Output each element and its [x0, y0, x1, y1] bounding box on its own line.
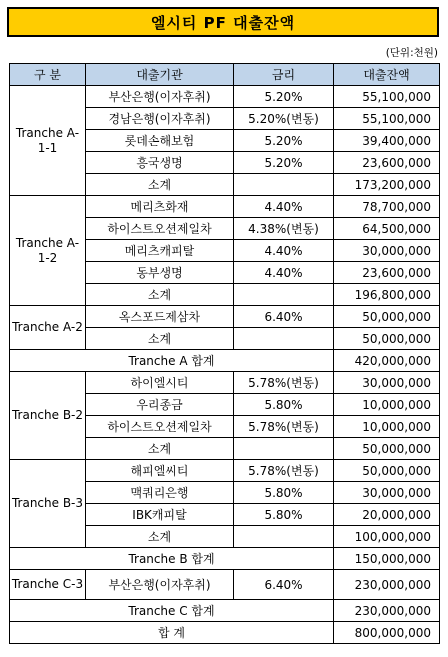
total-row — [10, 600, 440, 622]
balance-cell: 23,600,000 — [334, 152, 440, 174]
rate-cell: 5.20% — [234, 86, 334, 108]
balance-cell: 30,000,000 — [334, 240, 440, 262]
lender-cell: 부산은행(이자후취) — [86, 570, 234, 600]
lender-cell: 부산은행(이자후취) — [86, 86, 234, 108]
rate-cell: 5.80% — [234, 482, 334, 504]
balance-cell: 30,000,000 — [334, 482, 440, 504]
balance-cell: 78,700,000 — [334, 196, 440, 218]
lender-cell: 동부생명 — [86, 262, 234, 284]
lender-cell: 흥국생명 — [86, 152, 234, 174]
balance-cell: 55,100,000 — [334, 108, 440, 130]
rate-cell: 5.20% — [234, 152, 334, 174]
balance-cell: 50,000,000 — [334, 460, 440, 482]
rate-cell: 6.40% — [234, 306, 334, 328]
lender-cell: 하이엘시티 — [86, 372, 234, 394]
subtotal-value: 196,800,000 — [334, 284, 440, 306]
empty-cell — [234, 284, 334, 306]
balance-cell: 230,000,000 — [334, 570, 440, 600]
lender-cell: 해피엘씨티 — [86, 460, 234, 482]
table-row — [10, 570, 440, 600]
rate-cell: 5.78%(변동) — [234, 460, 334, 482]
rate-cell: 4.40% — [234, 240, 334, 262]
table-title: 엘시티 PF 대출잔액 — [7, 7, 439, 37]
rate-cell: 5.80% — [234, 394, 334, 416]
header-category: 구 분 — [10, 64, 86, 86]
table-row — [10, 306, 440, 328]
empty-cell — [234, 438, 334, 460]
table-row — [10, 86, 440, 108]
tranche-b-total-value: 150,000,000 — [334, 548, 440, 570]
rate-cell: 5.20%(변동) — [234, 108, 334, 130]
balance-cell: 23,600,000 — [334, 262, 440, 284]
header-rate: 금리 — [234, 64, 334, 86]
empty-cell — [234, 526, 334, 548]
balance-cell: 30,000,000 — [334, 372, 440, 394]
rate-cell: 4.38%(변동) — [234, 218, 334, 240]
table-row — [10, 460, 440, 482]
tranche-label: Tranche A-1-2 — [10, 196, 86, 306]
grand-total-row — [10, 622, 440, 644]
lender-cell: 하이스트오션제일차 — [86, 218, 234, 240]
rate-cell: 4.40% — [234, 196, 334, 218]
lender-cell: 하이스트오션제일차 — [86, 416, 234, 438]
lender-cell: IBK캐피탈 — [86, 504, 234, 526]
subtotal-value: 173,200,000 — [334, 174, 440, 196]
subtotal-label: 소계 — [86, 526, 234, 548]
subtotal-label: 소계 — [86, 438, 234, 460]
lender-cell: 롯데손해보험 — [86, 130, 234, 152]
lender-cell: 우리종금 — [86, 394, 234, 416]
tranche-a-total-value: 420,000,000 — [334, 350, 440, 372]
total-row — [10, 548, 440, 570]
balance-cell: 55,100,000 — [334, 86, 440, 108]
balance-cell: 39,400,000 — [334, 130, 440, 152]
tranche-label: Tranche B-3 — [10, 460, 86, 548]
subtotal-value: 50,000,000 — [334, 438, 440, 460]
tranche-c-total-label: Tranche C 합계 — [10, 600, 334, 622]
balance-cell: 10,000,000 — [334, 416, 440, 438]
lender-cell: 메리츠캐피탈 — [86, 240, 234, 262]
rate-cell: 5.20% — [234, 130, 334, 152]
table-row — [10, 196, 440, 218]
lender-cell: 옥스포드제삼차 — [86, 306, 234, 328]
balance-cell: 10,000,000 — [334, 394, 440, 416]
empty-cell — [234, 174, 334, 196]
tranche-label: Tranche B-2 — [10, 372, 86, 460]
rate-cell: 5.78%(변동) — [234, 416, 334, 438]
subtotal-value: 100,000,000 — [334, 526, 440, 548]
rate-cell: 5.80% — [234, 504, 334, 526]
total-row — [10, 350, 440, 372]
subtotal-value: 50,000,000 — [334, 328, 440, 350]
tranche-b-total-label: Tranche B 합계 — [10, 548, 334, 570]
subtotal-label: 소계 — [86, 284, 234, 306]
rate-cell: 5.78%(변동) — [234, 372, 334, 394]
loan-balance-table — [9, 63, 440, 644]
rate-cell: 4.40% — [234, 262, 334, 284]
header-lender: 대출기관 — [86, 64, 234, 86]
table-row — [10, 372, 440, 394]
grand-total-value: 800,000,000 — [334, 622, 440, 644]
lender-cell: 맥쿼리은행 — [86, 482, 234, 504]
header-balance: 대출잔액 — [334, 64, 440, 86]
tranche-label: Tranche C-3 — [10, 570, 86, 600]
unit-label: (단위:천원) — [385, 47, 438, 59]
lender-cell: 경남은행(이자후취) — [86, 108, 234, 130]
tranche-c-total-value: 230,000,000 — [334, 600, 440, 622]
tranche-label: Tranche A-1-1 — [10, 86, 86, 196]
balance-cell: 20,000,000 — [334, 504, 440, 526]
empty-cell — [234, 328, 334, 350]
balance-cell: 50,000,000 — [334, 306, 440, 328]
header-row — [10, 64, 440, 86]
tranche-label: Tranche A-2 — [10, 306, 86, 350]
subtotal-label: 소계 — [86, 174, 234, 196]
grand-total-label: 합 계 — [10, 622, 334, 644]
tranche-a-total-label: Tranche A 합계 — [10, 350, 334, 372]
lender-cell: 메리츠화재 — [86, 196, 234, 218]
rate-cell: 6.40% — [234, 570, 334, 600]
subtotal-label: 소계 — [86, 328, 234, 350]
balance-cell: 64,500,000 — [334, 218, 440, 240]
